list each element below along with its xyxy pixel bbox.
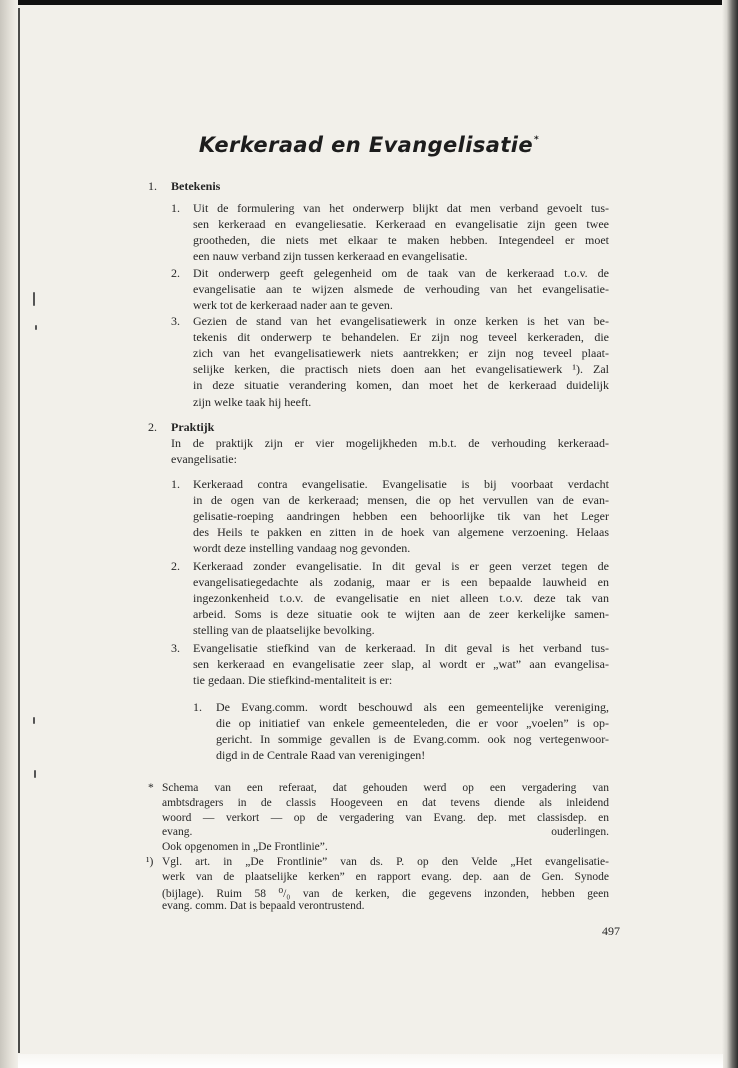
list-item-line: gelisatie-roeping aandringen hebben een behoorlijke tik van het Leger [193, 509, 609, 524]
footnote-line: evang. ouderlingen. [162, 826, 609, 839]
list-item-line: Evangelisatie stiefkind van de kerkeraad. In dit geval is het verband tus- [193, 641, 609, 655]
footnote-line: Vgl. art. in „De Frontlinie” van ds. P. op den Velde „Het evangelisatie- [162, 856, 609, 868]
list-item-line: evangelisatie aan te wijzen alsmede de verhouding van het evangelisatie- [193, 282, 609, 297]
scan-top-edge [0, 0, 738, 5]
scan-binding-line [18, 8, 20, 1053]
sublist-item-line: digd in de Centrale Raad van verenigingen! [216, 748, 426, 763]
list-item-line: Uit de formulering van het onderwerp blijkt dat men verband gevoelt tus- [193, 201, 609, 215]
scan-speck [33, 292, 35, 306]
list-item-line: grootheden, die niets met elkaar te maken hebben. Integendeel er moet [193, 233, 609, 248]
list-item-number: 1. [171, 201, 180, 215]
footnote-line: werk van de plaatselijke kerken” en rapport evang. dep. aan de Gen. Synode [162, 870, 609, 883]
footnote-mark: * [148, 782, 154, 794]
section-number: 1. [148, 179, 157, 193]
list-item-number: 2. [171, 559, 180, 573]
footnote-line: evang. comm. Dat is bepaald verontrustend. [162, 900, 365, 913]
footnote-line: Ook opgenomen in „De Frontlinie”. [162, 841, 328, 854]
list-item-line: stelling van de plaatselijke bevolking. [193, 623, 375, 638]
scan-left-margin [0, 0, 18, 1068]
footnote-line: woord — verkort — op de vergadering van Evang. dep. met classisdep. en [162, 811, 609, 824]
list-item-line: zich van het evangelisatiewerk niets aantrekken; er zijn nog teveel plaat- [193, 346, 609, 361]
page-number: 497 [602, 924, 620, 938]
list-item-line: sen kerkeraad en evangeliesatie. Kerkeraad en evangelisatie zijn geen twee [193, 217, 609, 232]
scan-speck [33, 717, 35, 724]
list-item-line: sen kerkeraad en evangelisatie zeer slap, al wordt er „wat” aan evangelisa- [193, 657, 609, 672]
footnote-line: Schema van een referaat, dat gehouden werd op een vergadering van [162, 782, 609, 794]
sublist-item-line: die op initiatief van enkele gemeenteleden, die er voor „voelen” is op- [216, 716, 609, 731]
list-item-line: wordt deze instelling vandaag nog gevonden. [193, 541, 411, 556]
list-item-line: zijn welke taak hij heeft. [193, 394, 312, 409]
scan-speck [35, 325, 37, 330]
list-item-number: 3. [171, 641, 180, 655]
list-item-line: een nauw verband zijn tussen kerkeraad en evangelisatie. [193, 249, 468, 264]
sublist-item-line: gericht. In sommige gevallen is de Evang.comm. ook nog vertegenwoor- [216, 732, 609, 747]
page-title: Kerkeraad en Evangelisatie* [198, 133, 540, 157]
section-number: 2. [148, 420, 157, 434]
list-item-line: tekenis dit onderwerp te behandelen. Er zijn nog teveel kerkeraden, die [193, 330, 609, 345]
list-item-line: ingezonkenheid t.o.v. de evangelisatie en niet alleen t.o.v. deze tak van [193, 591, 609, 606]
sublist-item-line: De Evang.comm. wordt beschouwd als een gemeentelijke vereniging, [216, 700, 609, 714]
list-item-number: 2. [171, 266, 180, 280]
list-item-line: arbeid. Soms is deze situatie ook te wijten aan de zeer kerkelijke samen- [193, 607, 609, 622]
section-intro-line: evangelisatie: [171, 452, 237, 467]
section-intro-line: In de praktijk zijn er vier mogelijkheden m.b.t. de verhouding kerkeraad- [171, 436, 609, 450]
list-item-line: in de ogen van de kerkeraad; mensen, die op het vervullen van de evan- [193, 493, 609, 508]
list-item-number: 3. [171, 314, 180, 328]
list-item-line: selijke kerken, die practisch niets doen aan het evangelisatiewerk ¹). Zal [193, 362, 609, 377]
list-item-line: werk tot de kerkeraad nader aan te geven. [193, 298, 393, 313]
list-item-line: Gezien de stand van het evangelisatiewerk in onze kerken is het van be- [193, 314, 609, 328]
list-item-line: Kerkeraad contra evangelisatie. Evangelisatie is bij voorbaat verdacht [193, 477, 609, 491]
footnote-line: ambtsdragers in de classis Hoogeveen en dat tevens diende als inleidend [162, 796, 609, 809]
list-item-line: Dit onderwerp geeft gelegenheid om de taak van de kerkeraad t.o.v. de [193, 266, 609, 280]
list-item-line: des Heils te pakken en zitten in de hoek van algemene verzoening. Helaas [193, 525, 609, 540]
sublist-item-number: 1. [193, 700, 202, 714]
list-item-number: 1. [171, 477, 180, 491]
list-item-line: Kerkeraad zonder evangelisatie. In dit geval is er geen verzet tegen de [193, 559, 609, 573]
footnote-mark: ¹) [146, 856, 154, 868]
section-heading: Betekenis [171, 179, 221, 193]
scan-bottom-edge [18, 1054, 723, 1068]
section-heading: Praktijk [171, 420, 215, 434]
scan-speck [34, 770, 36, 778]
list-item-line: tie gedaan. Die stiefkind-mentaliteit is er: [193, 673, 393, 688]
scan-right-margin [722, 0, 738, 1068]
list-item-line: in deze situatie verandering komen, dan moet het de kerkeraad duidelijk [193, 378, 609, 393]
footnote-line: (bijlage). Ruim 58 ⁰/₀ van de kerken, die gegevens inzonden, hebben geen [162, 887, 609, 900]
list-item-line: evangelisatiegedachte als zodanig, maar er is een bepaalde lauwheid en [193, 575, 609, 590]
